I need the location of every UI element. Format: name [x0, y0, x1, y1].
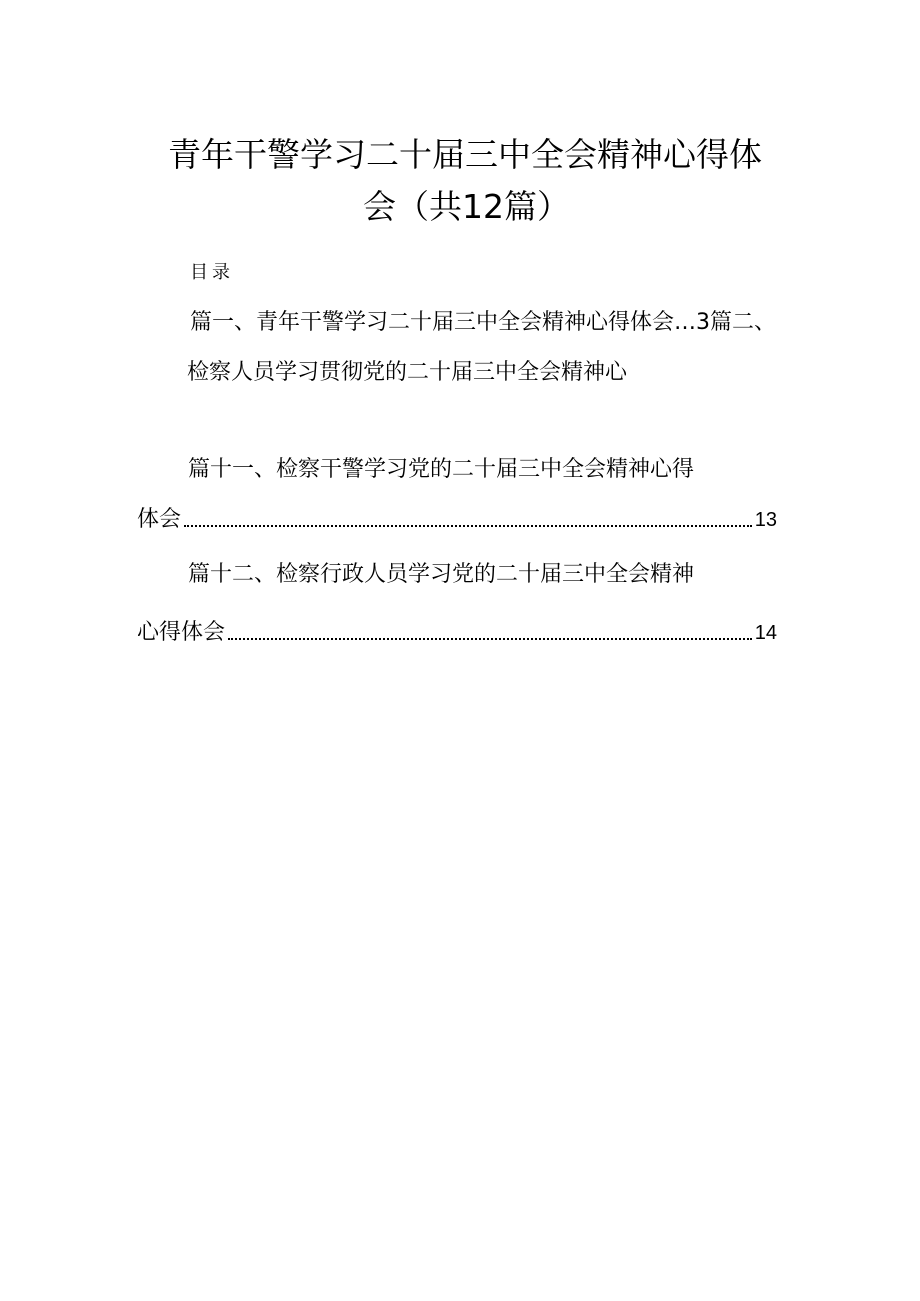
document-title-line-2: 会（共12篇）	[363, 187, 570, 226]
toc-heading: 目录	[190, 262, 234, 283]
toc-entry-1-line-2: 检察人员学习贯彻党的二十届三中全会精神心	[187, 360, 628, 385]
toc-entry-12-line-1: 篇十二、检察行政人员学习党的二十届三中全会精神	[188, 562, 695, 587]
toc-leader-dots	[228, 638, 752, 640]
toc-entry-11-leader-line	[137, 505, 777, 535]
toc-entry-11-line-2: 体会	[137, 507, 182, 532]
toc-entry-1-line-1: 篇一、青年干警学习二十届三中全会精神心得体会…3篇二、	[190, 310, 776, 335]
toc-leader-dots	[184, 525, 752, 527]
toc-entry-12-page-number: 14	[754, 622, 777, 644]
toc-entry-12-line-2: 心得体会	[137, 620, 226, 645]
document-title-line-1: 青年干警学习二十届三中全会精神心得体	[168, 135, 762, 174]
toc-entry-12-leader-line	[137, 618, 777, 648]
toc-entry-11-page-number: 13	[754, 509, 777, 531]
toc-entry-11-line-1: 篇十一、检察干警学习党的二十届三中全会精神心得	[188, 457, 695, 482]
